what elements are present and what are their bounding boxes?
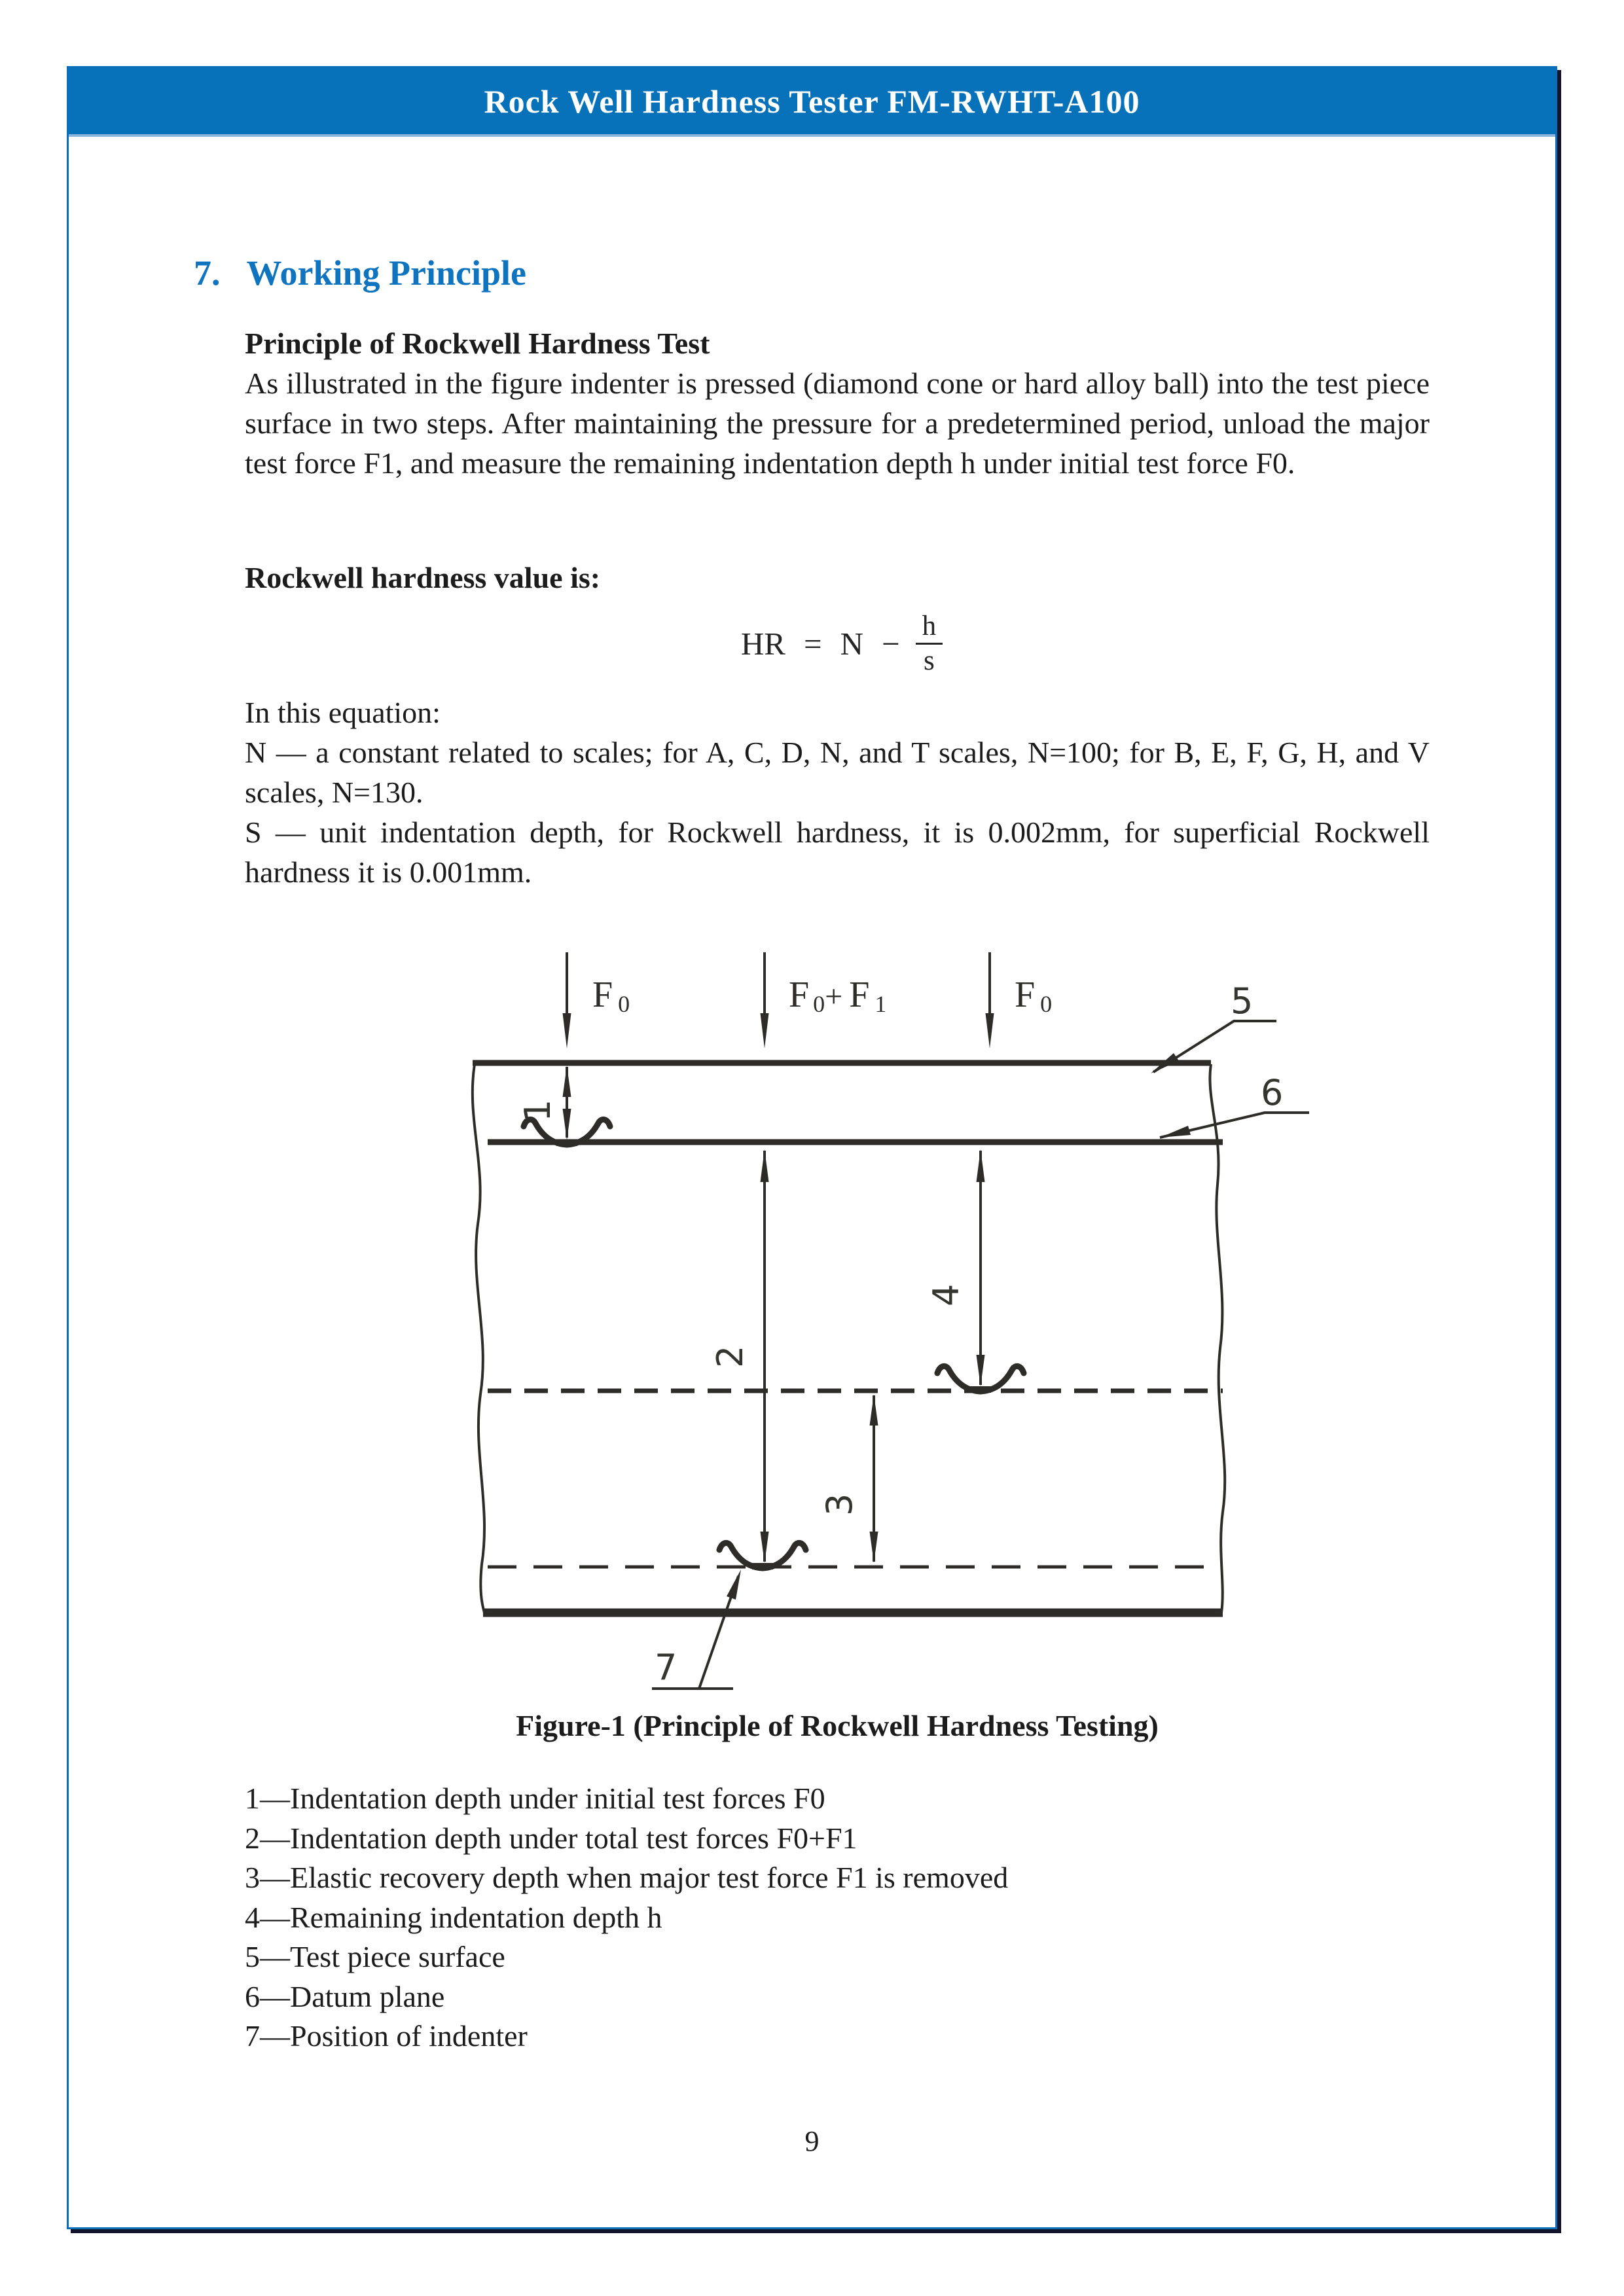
part-label-3: 3	[819, 1493, 860, 1516]
hardness-formula	[245, 594, 1430, 692]
left-break-edge	[473, 1064, 484, 1613]
legend-item-2: 2—Indentation depth under total test forces F0+F1	[245, 1821, 857, 1855]
dimension-1	[563, 1066, 571, 1140]
section-number: 7.	[194, 253, 221, 293]
principle-heading: Principle of Rockwell Hardness Test	[245, 327, 710, 360]
legend-item-5: 5—Test piece surface	[245, 1940, 505, 1973]
legend-item-7: 7—Position of indenter	[245, 2019, 528, 2053]
formula-constant: N	[840, 625, 863, 662]
legend-item-4: 4—Remaining indentation depth h	[245, 1900, 662, 1934]
dimension-4	[977, 1149, 985, 1386]
leader-6	[1160, 1113, 1309, 1138]
header-bar	[69, 68, 1555, 137]
formula-lhs: HR	[740, 625, 785, 662]
section-heading	[194, 253, 526, 293]
part-label-2: 2	[710, 1345, 751, 1368]
principle-block	[245, 323, 1430, 483]
part-label-7: 7	[655, 1647, 677, 1688]
formula-equals: =	[803, 625, 822, 662]
equation-n-line: N — a constant related to scales; for A, C, D, N, and T scales, N=100; for B, E, F, G, H, and V scales, N=130.	[245, 736, 1430, 809]
legend-item-1: 1—Indentation depth under initial test forces F0	[245, 1782, 825, 1815]
principle-body: As illustrated in the figure indenter is pressed (diamond cone or hard alloy ball) into the test piece surface in two steps. After maintaining the pressure for a predetermined period, unload the major test force F1, and measure the remaining indentation depth h under initial test force F0.	[245, 367, 1430, 480]
formula-denominator: s	[924, 645, 935, 676]
formula-numerator: h	[916, 611, 943, 644]
force-label-f0-right: F 0	[1015, 975, 1053, 1017]
figure-legend	[245, 1779, 1489, 2056]
equation-s-line: S — unit indentation depth, for Rockwell hardness, it is 0.002mm, for superficial Rockwell hardness it is 0.001mm.	[245, 816, 1430, 889]
legend-item-6: 6—Datum plane	[245, 1979, 445, 2013]
document-title: Rock Well Hardness Tester FM-RWHT-A100	[484, 82, 1140, 120]
part-label-4: 4	[926, 1283, 967, 1306]
right-break-edge	[1210, 1064, 1225, 1613]
equation-explanation	[245, 692, 1430, 892]
force-arrow-f0f1-middle	[761, 952, 769, 1049]
part-label-6: 6	[1261, 1072, 1284, 1113]
hardness-heading: Rockwell hardness value is:	[245, 561, 601, 594]
force-arrow-f0-right	[986, 952, 994, 1049]
dimension-2	[761, 1149, 769, 1563]
formula-minus: −	[881, 625, 900, 662]
legend-item-3: 3—Elastic recovery depth when major test force F1 is removed	[245, 1861, 1009, 1894]
section-title: Working Principle	[246, 253, 527, 293]
dimension-3	[870, 1394, 878, 1563]
part-label-5: 5	[1231, 980, 1254, 1022]
part-label-1: 1	[517, 1099, 558, 1122]
force-arrow-f0-left	[563, 952, 571, 1049]
formula-fraction	[916, 611, 943, 675]
force-label-f0f1: F 0+ F 1	[789, 975, 887, 1017]
figure-diagram	[458, 936, 1309, 1702]
page-number: 9	[804, 2125, 820, 2157]
figure-caption: Figure-1 (Principle of Rockwell Hardness Testing)	[516, 1709, 1159, 1742]
equation-intro: In this equation:	[245, 696, 441, 729]
force-label-f0-left: F 0	[592, 975, 630, 1017]
